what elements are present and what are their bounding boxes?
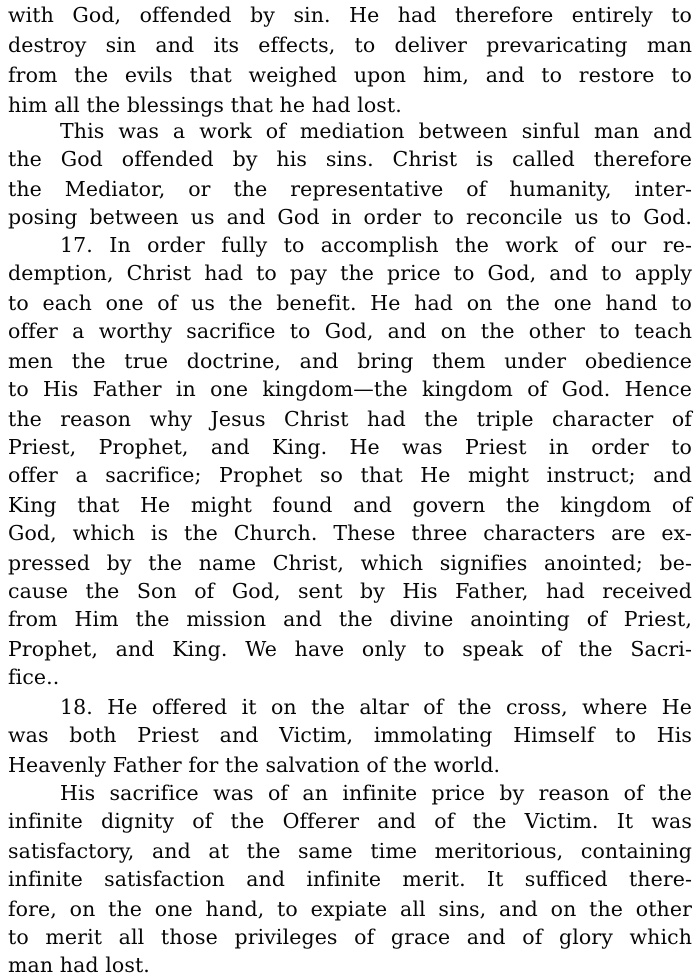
text-line: to His Father in one kingdom—the kingdom of God. Hence xyxy=(8,377,692,401)
text-line: the reason why Jesus Christ had the triple character of xyxy=(8,407,692,431)
text-line: 17. In order fully to accomplish the work of our re- xyxy=(60,233,692,257)
text-line: fice.. xyxy=(8,665,60,689)
text-line: the Mediator, or the representative of humanity, inter- xyxy=(8,177,692,201)
text-line: posing between us and God in order to reconcile us to God. xyxy=(8,205,692,229)
text-line: was both Priest and Victim, immolating Himself to His xyxy=(8,723,692,747)
text-line: from the evils that weighed upon him, and to restore to xyxy=(8,63,692,87)
text-line: Prophet, and King. We have only to speak of the Sacri- xyxy=(8,637,692,661)
text-line: to merit all those privileges of grace and of glory which xyxy=(8,925,692,949)
text-line: destroy sin and its effects, to deliver prevaricating man xyxy=(8,33,692,57)
text-line: 18. He offered it on the altar of the cross, where He xyxy=(60,695,692,719)
text-line: men the true doctrine, and bring them under obedience xyxy=(8,349,692,373)
text-line: cause the Son of God, sent by His Father, had received xyxy=(8,579,692,603)
text-line: God, which is the Church. These three characters are ex- xyxy=(8,521,692,545)
text-line: to each one of us the benefit. He had on the one hand to xyxy=(8,291,692,315)
text-line: with God, offended by sin. He had therefore entirely to xyxy=(8,3,692,27)
text-line: demption, Christ had to pay the price to God, and to apply xyxy=(8,261,692,285)
text-line: infinite dignity of the Offerer and of the Victim. It was xyxy=(8,809,692,833)
text-line: This was a work of mediation between sinful man and xyxy=(60,119,692,143)
text-line: King that He might found and govern the kingdom of xyxy=(8,493,692,517)
text-line: His sacrifice was of an infinite price by reason of the xyxy=(60,781,692,805)
text-line: fore, on the one hand, to expiate all sins, and on the other xyxy=(8,897,692,921)
text-line: pressed by the name Christ, which signifies anointed; be- xyxy=(8,551,692,575)
text-line: the God offended by his sins. Christ is called therefore xyxy=(8,147,692,171)
text-line: offer a sacrifice; Prophet so that He might instruct; and xyxy=(8,463,692,487)
text-line: satisfactory, and at the same time meritorious, containing xyxy=(8,839,692,863)
text-line: from Him the mission and the divine anointing of Priest, xyxy=(8,607,692,631)
text-line: Heavenly Father for the salvation of the world. xyxy=(8,753,501,777)
text-line: offer a worthy sacrifice to God, and on the other to teach xyxy=(8,319,692,343)
text-line: him all the blessings that he had lost. xyxy=(8,93,402,117)
text-line: Priest, Prophet, and King. He was Priest in order to xyxy=(8,435,692,459)
text-line: infinite satisfaction and infinite merit. It sufficed there- xyxy=(8,867,692,891)
text-line: man had lost. xyxy=(8,953,150,976)
